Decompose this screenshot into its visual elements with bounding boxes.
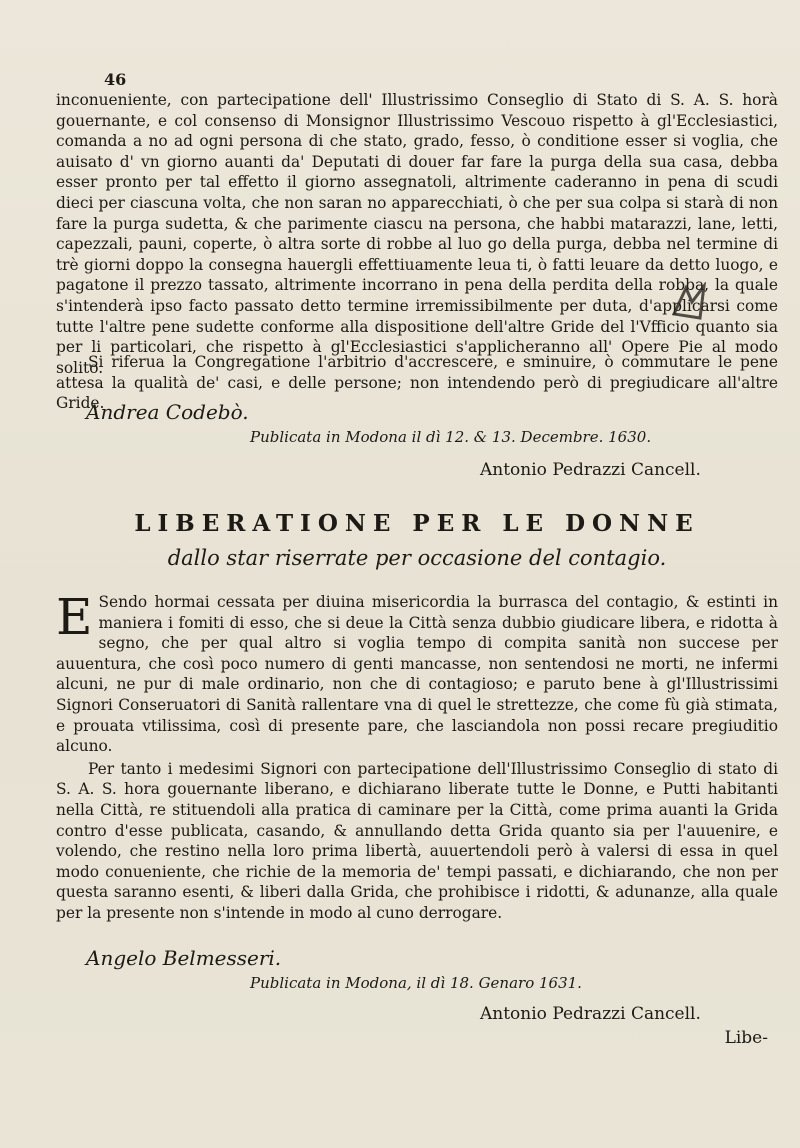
signature-andrea-codebo: Andrea Codebò. [86, 400, 249, 424]
page-number: 46 [104, 70, 127, 89]
section-subheading: dallo star riserrate per occasione del contagio. [167, 546, 667, 570]
publication-date-1: Publicata in Modona il dì 12. & 13. Decembre. 1630. [250, 428, 652, 446]
drop-cap: E [56, 588, 93, 646]
signature-angelo-belmesseri: Angelo Belmesseri. [86, 946, 282, 970]
chancellor-signature-2: Antonio Pedrazzi Cancell. [480, 1004, 701, 1024]
paragraph-2: Si riferua la Congregatione l'arbitrio d'accrescere, e sminuire, ò commutare le pene attesa la qualità de' casi, e delle persone; non intendendo però di pregiudicare all'altre Gride. [56, 353, 778, 413]
decree-continuation [56, 90, 778, 378]
liberation-decree [56, 588, 778, 924]
publication-date-2: Publicata in Modona, il dì 18. Genaro 1631. [250, 974, 582, 992]
chancellor-signature-1: Antonio Pedrazzi Cancell. [480, 460, 701, 480]
section-heading: LIBERATIONE PER LE DONNE [134, 510, 700, 537]
paragraph-3 [56, 588, 778, 757]
stamp-mark-icon [670, 282, 710, 324]
paragraph-1: inconueniente, con partecipatione dell' Illustrissimo Conseglio di Stato di S. A. S. horà gouernante, e col consenso di Monsignor Illustrissimo Vescouo rispetto à gl'Ecclesiastici, comanda a no ad ogni persona di che stato, grado, fesso, ò conditione esser si voglia, che auisato d' vn giorno auanti da' Deputati di douer far fare la purga della sua casa, debba esser pronto per tal effetto il giorno assegnatoli, altrimente caderanno in pena di scudi dieci per ciascuna volta, che non saran no apparecchiati, ò che per sua colpa si starà di non fare la purga sudetta, & che parimente ciascu na persona, che habbi matarazzi, lane, letti, capezzali, pauni, coperte, ò altra sorte di robbe al luo go della purga, debba nel termine di trè giorni doppo la consegna hauergli effettiuamente leua ti, ò fatti leuare da detto luogo, e pagatone il prezzo tassato, altrimente incorrano in pena della perdita della robba, la quale s'intenderà ipso facto passato detto termine irremissibilmente per duta, d'applicarsi come tutte l'altre pene sudette conforme alla dispositione dell'altre Gride del l'Vfficio quanto sia per li particolari, che rispetto à gl'Ecclesiastici s'applicheranno all' Opere Pie al modo solito. [56, 91, 778, 377]
paragraph-3-text: Sendo hormai cessata per diuina misericordia la burrasca del contagio, & estinti in maniera i fomiti di esso, che si deue la Città senza dubbio giudicare libera, e ridotta à segno, che per qual altro si voglia tempo di compita sanità non succese per auuentura, che così poco numero di genti mancasse, non sentendosi ne morti, ne infermi alcuni, ne pur di male ordinario, non che di contagioso; e paruto bene à gl'Illustrissimi Signori Conseruatori di Sanità rallentare vna di quel le strettezze, che come fù già stimata, e prouata vtilissima, così di presente pare, che lasciandola non possi recare pregiuditio alcuno. [56, 593, 778, 756]
catchword: Libe- [724, 1028, 768, 1048]
paragraph-4: Per tanto i medesimi Signori con partecipatione dell'Illustrissimo Conseglio di stato di S. A. S. hora gouernante liberano, e dichiarano liberate tutte le Donne, e Putti habitanti nella Città, re stituendoli alla pratica di caminare per la Città, come prima auanti la Grida contro d'esse publicata, casando, & annullando detta Grida quanto sia per l'auuenire, e volendo, che restino nella loro prima libertà, auuertendoli però à valersi di essa in quel modo conueniente, che richie de la memoria de' tempi passati, e dichiarando, che non per questa saranno esenti, & liberi dalla Grida, che prohibisce i ridotti, & adunanze, alla quale per la presente non s'intende in modo al cuno derrogare. [56, 759, 778, 922]
